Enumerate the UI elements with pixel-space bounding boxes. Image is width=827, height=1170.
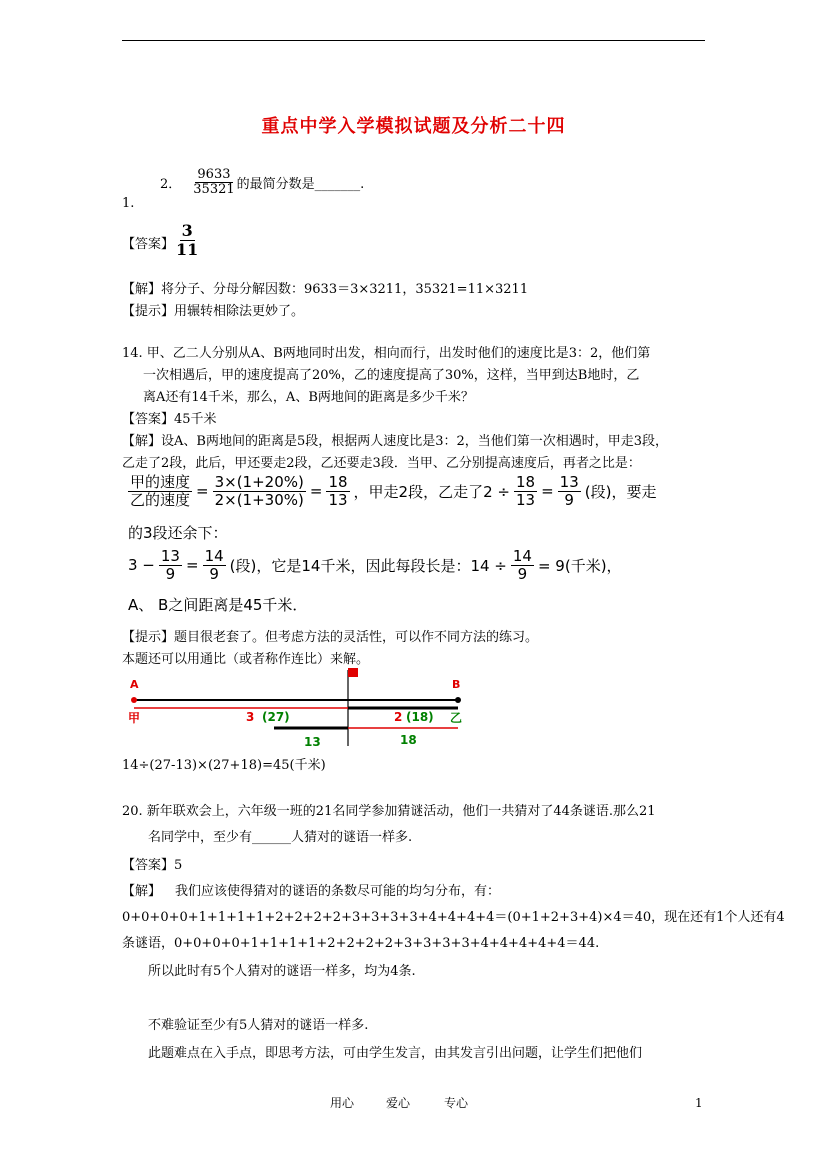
eq1-q-den: 13: [515, 490, 536, 509]
q20-solution-5: 不难验证至少有5人猜对的谜语一样多.: [148, 1018, 369, 1033]
eq1-equals-3: =: [541, 482, 554, 500]
eq2-c-num: 14: [512, 547, 532, 565]
flag-icon: [348, 668, 358, 677]
q1-solution: 【解】将分子、分母分解因数：9633＝3×3211，35321=11×3211: [122, 282, 529, 297]
q1-answer-num: 3: [181, 221, 193, 240]
footer-item-2: 爱心: [386, 1096, 411, 1110]
label-yi: 乙: [450, 711, 463, 725]
q20-line2: 名同学中，至少有______人猜对的谜语一样多.: [148, 830, 413, 845]
q1-fraction: [191, 168, 236, 198]
eq1-q-num: 18: [515, 473, 536, 491]
q1-answer-den: 11: [176, 239, 199, 259]
eq2-b: [203, 548, 226, 582]
eq1-unit: (段)，要走: [584, 482, 657, 501]
q20-solution-2: 0+0+0+0+1+1+1+1+2+2+2+2+3+3+3+3+4+4+4+4＝(0+1+2+3+4)×4＝40，现在还有1个人还有4: [122, 910, 785, 925]
point-b-dot: [455, 697, 461, 703]
q1-answer-label: 【答案】: [122, 237, 175, 253]
eq2-b-num: 14: [204, 547, 224, 565]
eq1-ratio: [128, 474, 192, 508]
page-number: 1: [695, 1096, 703, 1110]
seg-right-paren: (18): [406, 710, 434, 724]
q14-solution-1: 【解】设A、B两地间的距离是5段，根据两人速度比是3：2，当他们第一次相遇时，甲走3段，: [122, 434, 669, 449]
q20-solution-3: 条谜语，0+0+0+0+1+1+1+1+2+2+2+2+3+3+3+3+4+4+4+4+4＝44.: [122, 936, 600, 951]
eq1-quotient-result: [558, 474, 581, 508]
q1-hint: 【提示】用辗转相除法更妙了。: [122, 304, 305, 319]
eq2-a-num: 13: [160, 547, 180, 565]
q14-hint-1: 【提示】题目很老套了。但考虑方法的灵活性，可以作不同方法的练习。: [122, 630, 539, 645]
eq2-text: (段)，它是14千米，因此每段长是：14 ÷: [229, 556, 507, 575]
q20-solution-1-text: 我们应该使得猜对的谜语的条数尽可能的均匀分布，有：: [175, 884, 501, 899]
q1-answer-fraction: [174, 222, 200, 258]
eq1-result: [326, 474, 349, 508]
eq2-b-den: 9: [209, 564, 219, 583]
q20-line1: 20. 新年联欢会上，六年级一班的21名同学参加猜谜活动，他们一共猜对了44条谜语.那么21: [122, 804, 656, 819]
eq1-equals-2: =: [309, 482, 323, 500]
eq1-equals-1: =: [196, 482, 209, 500]
distance-diagram: [124, 664, 484, 758]
q20-solution-label: 【解】: [122, 884, 162, 899]
eq1-quotient: [514, 474, 537, 508]
q14-solution-3: 的3段还余下：: [128, 524, 228, 542]
q20-solution-6: 此题难点在入手点，即思考方法，可由学生发言，由其发言引出问题，让学生们把他们: [148, 1046, 643, 1061]
under-right-label: 18: [400, 733, 417, 747]
eq1-res-den: 13: [328, 490, 348, 509]
seg-left-paren: (27): [262, 710, 290, 724]
q14-hint-2: 本题还可以用通比（或者称作连比）来解。: [122, 652, 370, 667]
q14-calc: 14÷(27-13)×(27+18)=45(千米): [122, 758, 326, 773]
point-a-dot: [131, 697, 137, 703]
q1-answer: [122, 222, 200, 258]
eq2-c: [511, 548, 534, 582]
q14-answer: 【答案】45千米: [122, 412, 217, 427]
eq1-qres-den: 9: [564, 490, 574, 509]
q14-equation-1: [128, 474, 656, 508]
label-b: B: [452, 678, 461, 691]
under-left-label: 13: [304, 735, 321, 749]
eq2-c-den: 9: [517, 564, 528, 583]
eq1-ratio-den: 乙的速度: [130, 490, 191, 509]
eq1-qres-num: 13: [559, 473, 579, 491]
page-title: 重点中学入学模拟试题及分析二十四: [261, 116, 566, 137]
q1-number: 1.: [122, 196, 135, 211]
eq2-a: [159, 548, 182, 582]
seg-left: 3: [246, 710, 255, 724]
seg-right: 2: [394, 710, 403, 724]
distance-diagram-svg: [124, 664, 484, 754]
q1-frac-num: 9633: [197, 167, 231, 182]
q14-equation-2: [128, 548, 622, 582]
label-a: A: [130, 678, 139, 691]
q14-solution-4: A、 B之间距离是45千米．: [128, 596, 308, 614]
eq1-mid: [213, 474, 306, 508]
eq1-ratio-num: 甲的速度: [130, 473, 191, 491]
eq1-res-num: 18: [328, 473, 348, 491]
q20-solution-4: 所以此时有5个人猜对的谜语一样多，均为4条.: [148, 964, 416, 979]
header-rule: [122, 40, 705, 41]
q14-solution-2: 乙走了2段，此后，甲还要走2段，乙还要走3段．当甲、乙分别提高速度后，再者之比是：: [122, 456, 641, 471]
q14-line1: 14. 甲、乙二人分别从A、B两地同时出发，相向而行，出发时他们的速度比是3：2，他们第: [122, 346, 651, 361]
q20-solution-1: [122, 880, 500, 899]
q14-line3: 离A还有14千米，那么，A、B两地间的距离是多少千米？: [143, 390, 474, 405]
eq1-mid-den: 2×(1+30%): [214, 490, 304, 509]
q1-text: 的最简分数是_______.: [236, 177, 365, 193]
q1-frac-den: 35321: [193, 182, 235, 198]
q1-sub: 2．: [160, 177, 182, 193]
eq2-lead: 3 −: [128, 556, 155, 574]
label-jia: 甲: [128, 711, 141, 725]
eq2-a-den: 9: [165, 564, 176, 583]
q14-line2: 一次相遇后，甲的速度提高了20%，乙的速度提高了30%，这样，当甲到达B地时，乙: [143, 368, 640, 383]
q1-question: [160, 168, 364, 198]
eq2-tail: = 9(千米)，: [537, 556, 622, 575]
eq1-text: ，甲走2段，乙走了2 ÷: [353, 482, 510, 501]
eq1-mid-num: 3×(1+20%): [214, 473, 304, 491]
footer-item-1: 用心: [330, 1096, 355, 1110]
eq2-equals: =: [185, 556, 199, 574]
footer-item-3: 专心: [444, 1096, 469, 1110]
q20-answer: 【答案】5: [122, 858, 183, 873]
